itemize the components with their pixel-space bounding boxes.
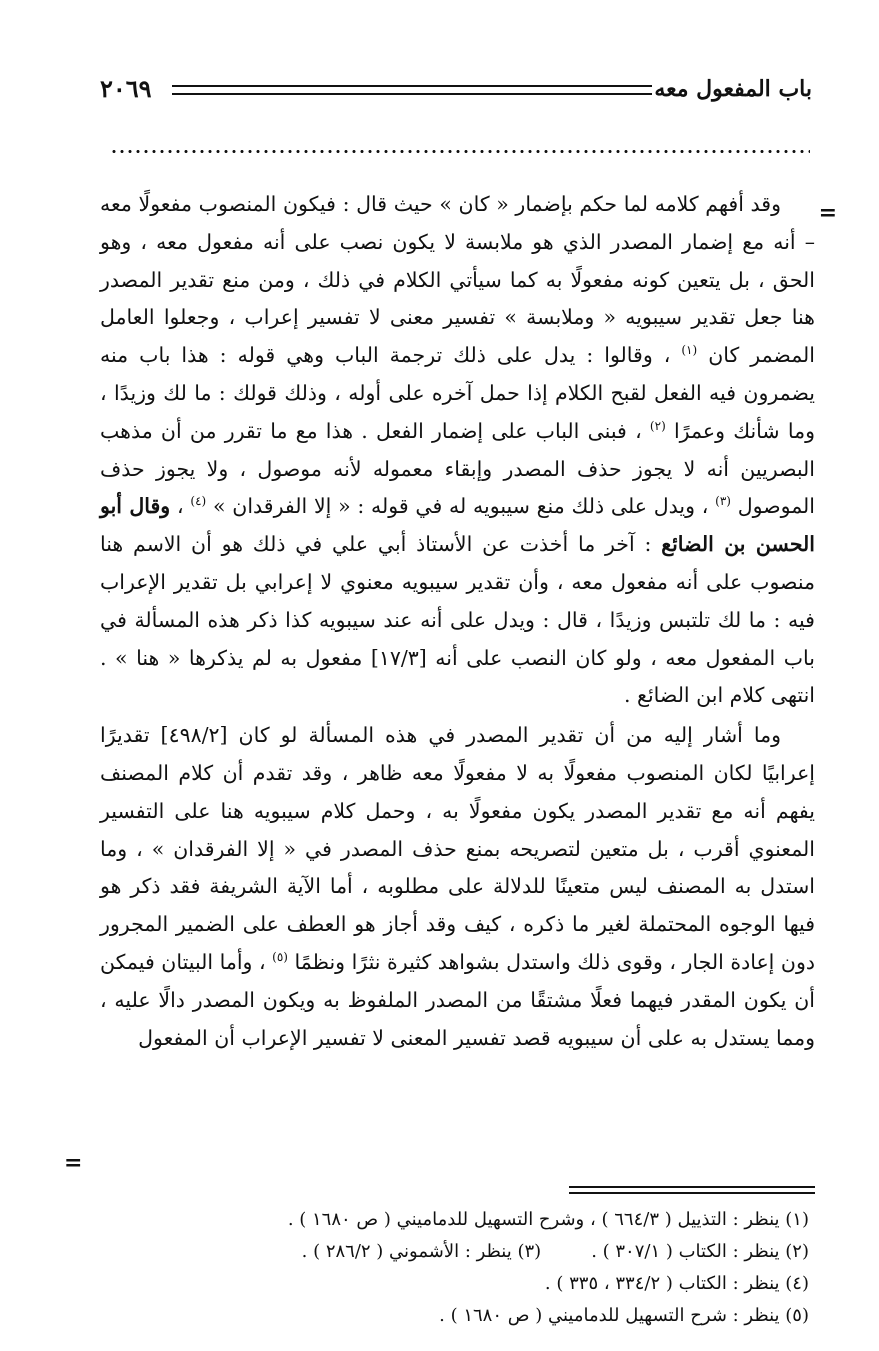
continuation-marker-start: =: [818, 200, 837, 226]
running-title: باب المفعول معه: [654, 76, 812, 102]
paragraph-2: وما أشار إليه من أن تقدير المصدر في هذه المسألة لو كان [٤٩٨/٢] تقديرًا إعرابيًا لكان المنصوب مفعولًا به لا مفعولًا معه ظاهر ، وقد تقدم أن كلام المصنف يفهم أنه مع تقدير المصدر يكون مفعولًا به ، وحمل كلام سيبويه هنا على التفسير المعنوي أقرب ، بل متعين لتصريحه بمنع حذف المصدر في « إلا الفرقدان » ، وما استدل به المصنف ليس متعينًا للدلالة على مطلوبه ، أما الآية الشريفة فقد ذكر هو فيها الوجوه المحتملة لغير ما ذكره ، كيف وقد أجاز هو العطف على الضمير المجرور دون إعادة الجار ، وقوى ذلك واستدل بشواهد كثيرة نثرًا ونظمًا $^{(٥)}$ ، وأما البيتان فيمكن أن يكون المقدر فيهما فعلًا مشتقًا من المصدر الملفوظ به ويكون المصدر دالًا عليه ، ومما يستدل به على أن سيبويه قصد تفسير المعنى لا تفسير الإعراب أن المفعول: [100, 723, 815, 1050]
dotted-separator: [110, 150, 810, 153]
footnote-ref-2: (٢): [649, 418, 666, 433]
footnote-1: (١) ينظر : التذييل ( ٦٦٤/٣ ) ، وشرح التسهيل للدماميني ( ص ١٦٨٠ ) .: [287, 1209, 809, 1230]
footnote-ref-1: (١): [681, 343, 698, 358]
footnote-ref-3: (٣): [715, 494, 731, 509]
page-header: [100, 76, 812, 106]
bold-quote-attribution: وقال أبو الحسن بن الضائع: [100, 494, 815, 557]
footnotes: [94, 1204, 809, 1332]
footnote-2: (٢) ينظر : الكتاب ( ٣٠٧/١ ) .: [591, 1241, 809, 1262]
footnote-row-2-3: [94, 1236, 809, 1268]
continuation-marker-end: =: [64, 1150, 83, 1176]
footnote-ref-4: (٤): [190, 494, 207, 509]
footnote-4: (٤) ينظر : الكتاب ( ٣٣٤/٢ ، ٣٣٥ ) .: [544, 1273, 809, 1294]
footnote-separator: [569, 1186, 815, 1194]
footnote-3: (٣) ينظر : الأشموني ( ٢٨٦/٢ ) .: [301, 1241, 542, 1262]
page-number: ٢٠٦٩: [100, 74, 152, 103]
footnote-ref-5: (٥): [272, 950, 288, 965]
header-double-rule: [172, 85, 652, 95]
paragraph-1: وقد أفهم كلامه لما حكم بإضمار « كان » حيث قال : فيكون المنصوب مفعولًا معه – أنه مع إضمار المصدر الذي هو ملابسة لا يكون نصب على أنه مفعول معه ، وهو الحق ، بل يتعين كونه مفعولًا به كما سيأتي الكلام في ذلك ، ومن منع تقدير المصدر هنا جعل تقدير سيبويه « وملابسة » تفسير معنى لا تفسير إعراب ، وجعلوا العامل المضمر كان $^{(١)}$ ، وقالوا : يدل على ذلك ترجمة الباب وهي قوله : هذا باب منه يضمرون فيه الفعل لقبح الكلام إذا حمل آخره على أوله ، وذلك قولك : ما لك وزيدًا ، وما شأنك وعمرًا $^{(٢)}$ ، فبنى الباب على إضمار الفعل . هذا مع ما تقرر من أن مذهب البصريين أنه لا يجوز حذف المصدر وإبقاء معموله لأنه موصول ، ولا يجوز حذف الموصول $^{(٣)}$ ، ويدل على ذلك منع سيبويه له في قوله : « إلا الفرقدان » $^{(٤)}$ ، وقال أبو الحسن بن الضائع : آخر ما أخذت عن الأستاذ أبي علي في ذلك هو أن الاسم هنا منصوب على أنه مفعول معه ، وأن تقدير سيبويه معنوي لا إعرابي بل تقدير الإعراب فيه : ما لك تلتبس وزيدًا ، قال : ويدل على أنه عند سيبويه كذا ذكر هذه المسألة في باب المفعول معه ، ولو كان النصب على أنه [١٧/٣] مفعول به لم يذكرها « هنا » . انتهى كلام ابن الضائع .: [100, 192, 815, 708]
main-text: [100, 186, 815, 1057]
footnote-5: (٥) ينظر : شرح التسهيل للدماميني ( ص ١٦٨٠ ) .: [439, 1305, 809, 1326]
